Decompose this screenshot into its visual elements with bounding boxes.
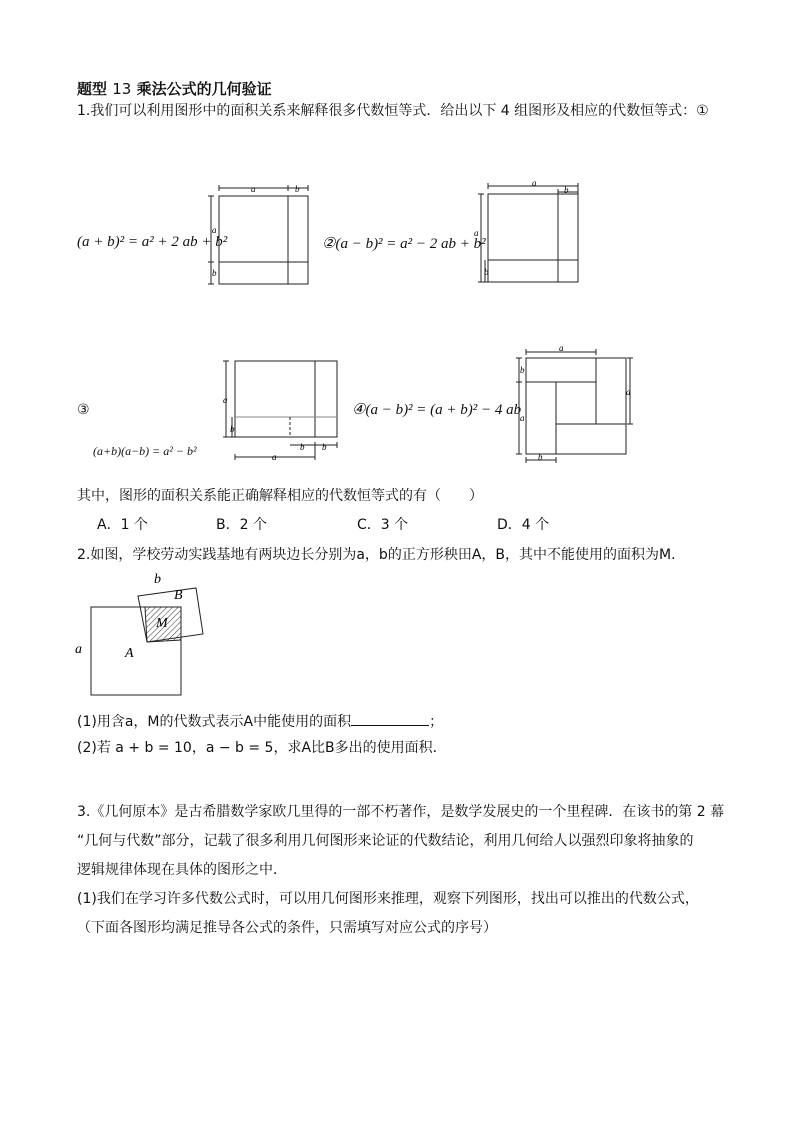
q1-figure-1 <box>205 183 317 287</box>
q2-sub-1-end: ； <box>429 714 444 730</box>
section-title <box>77 78 272 99</box>
fig2-label-a-left: a <box>474 228 479 238</box>
q1-formula-3: (a+b)(a−b) = a² − b² <box>93 444 197 458</box>
q3-line-2: “几何与代数”部分，记载了很多利用几何图形来论证的代数结论，利用几何给人以强烈印象将抽象的 <box>77 833 694 849</box>
fig2-label-b-left: b <box>484 267 489 277</box>
title-number: 13 <box>112 80 132 98</box>
fig4-label-b-bottom: b <box>538 452 543 462</box>
q1-circled-3: ③ <box>77 402 90 418</box>
fig3-label-b-left: b <box>230 424 235 434</box>
q2-sub-2: (2)若 a + b = 10，a − b = 5，求A比B多出的使用面积． <box>77 740 447 756</box>
fig1-label-b-left: b <box>212 268 217 278</box>
option-b[interactable]: B．2 个 <box>216 517 267 533</box>
q2-label-a: a <box>75 642 82 657</box>
q1-figure-3 <box>220 356 344 464</box>
option-d[interactable]: D．4 个 <box>497 517 550 533</box>
q1-intro: 1.我们可以利用图形中的面积关系来解释很多代数恒等式．给出以下 4 组图形及相应的代数恒等式：① <box>77 103 709 119</box>
fig1-label-b: b <box>295 184 300 194</box>
q3-line-4: (1)我们在学习许多代数公式时，可以用几何图形来推理，观察下列图形，找出可以推出的代数公式， <box>77 891 699 907</box>
fig4-label-a-left: a <box>520 413 525 423</box>
fig4-label-b-left: b <box>520 365 525 375</box>
fig3-label-a-left: a <box>223 395 228 405</box>
fig3-label-a-bottom: a <box>272 452 277 462</box>
q2-figure <box>70 568 220 698</box>
fig3-label-b-bottom-2: b <box>322 442 327 452</box>
fig2-label-b: b <box>564 185 569 195</box>
fig1-label-a: a <box>251 184 256 194</box>
title-prefix: 题型 <box>77 80 108 98</box>
q1-formula-4: ④(a − b)² = (a + b)² − 4 ab <box>352 402 522 418</box>
answer-blank[interactable] <box>351 711 429 726</box>
q1-formula-2: ②(a − b)² = a² − 2 ab + b² <box>322 236 486 252</box>
fig2-label-a: a <box>532 178 537 188</box>
option-a[interactable]: A．1 个 <box>97 517 148 533</box>
q3-line-5: （下面各图形均满足推导各公式的条件，只需填写对应公式的序号） <box>77 920 497 936</box>
q3-line-1: 3.《几何原本》是古希腊数学家欧几里得的一部不朽著作，是数学发展史的一个里程碑．在该书的第 2 幕 <box>77 804 725 820</box>
fig1-label-a-left: a <box>212 225 217 235</box>
q3-line-3: 逻辑规律体现在具体的图形之中． <box>77 862 287 878</box>
q1-formula-1: (a + b)² = a² + 2 ab + b² <box>77 234 228 250</box>
q2-label-B: B <box>174 588 183 603</box>
q2-intro: 2.如图，学校劳动实践基地有两块边长分别为a，b的正方形秧田A，B，其中不能使用的面积为M． <box>77 547 686 563</box>
q2-label-b: b <box>154 572 161 587</box>
title-text: 乘法公式的几何验证 <box>136 80 272 98</box>
q2-sub-1-text: (1)用含a，M的代数式表示A中能使用的面积 <box>77 714 352 730</box>
q2-label-A: A <box>125 646 134 661</box>
fig4-label-a-right: a <box>626 387 631 397</box>
q2-label-M: M <box>156 616 168 631</box>
fig3-label-b-bottom-1: b <box>300 442 305 452</box>
q1-figure-2 <box>474 178 584 286</box>
q1-question: 其中，图形的面积关系能正确解释相应的代数恒等式的有（ ） <box>77 488 483 504</box>
q1-figure-4 <box>512 343 636 465</box>
fig4-label-a-top: a <box>559 343 564 353</box>
q2-sub-1 <box>77 711 443 732</box>
option-c[interactable]: C．3 个 <box>357 517 409 533</box>
